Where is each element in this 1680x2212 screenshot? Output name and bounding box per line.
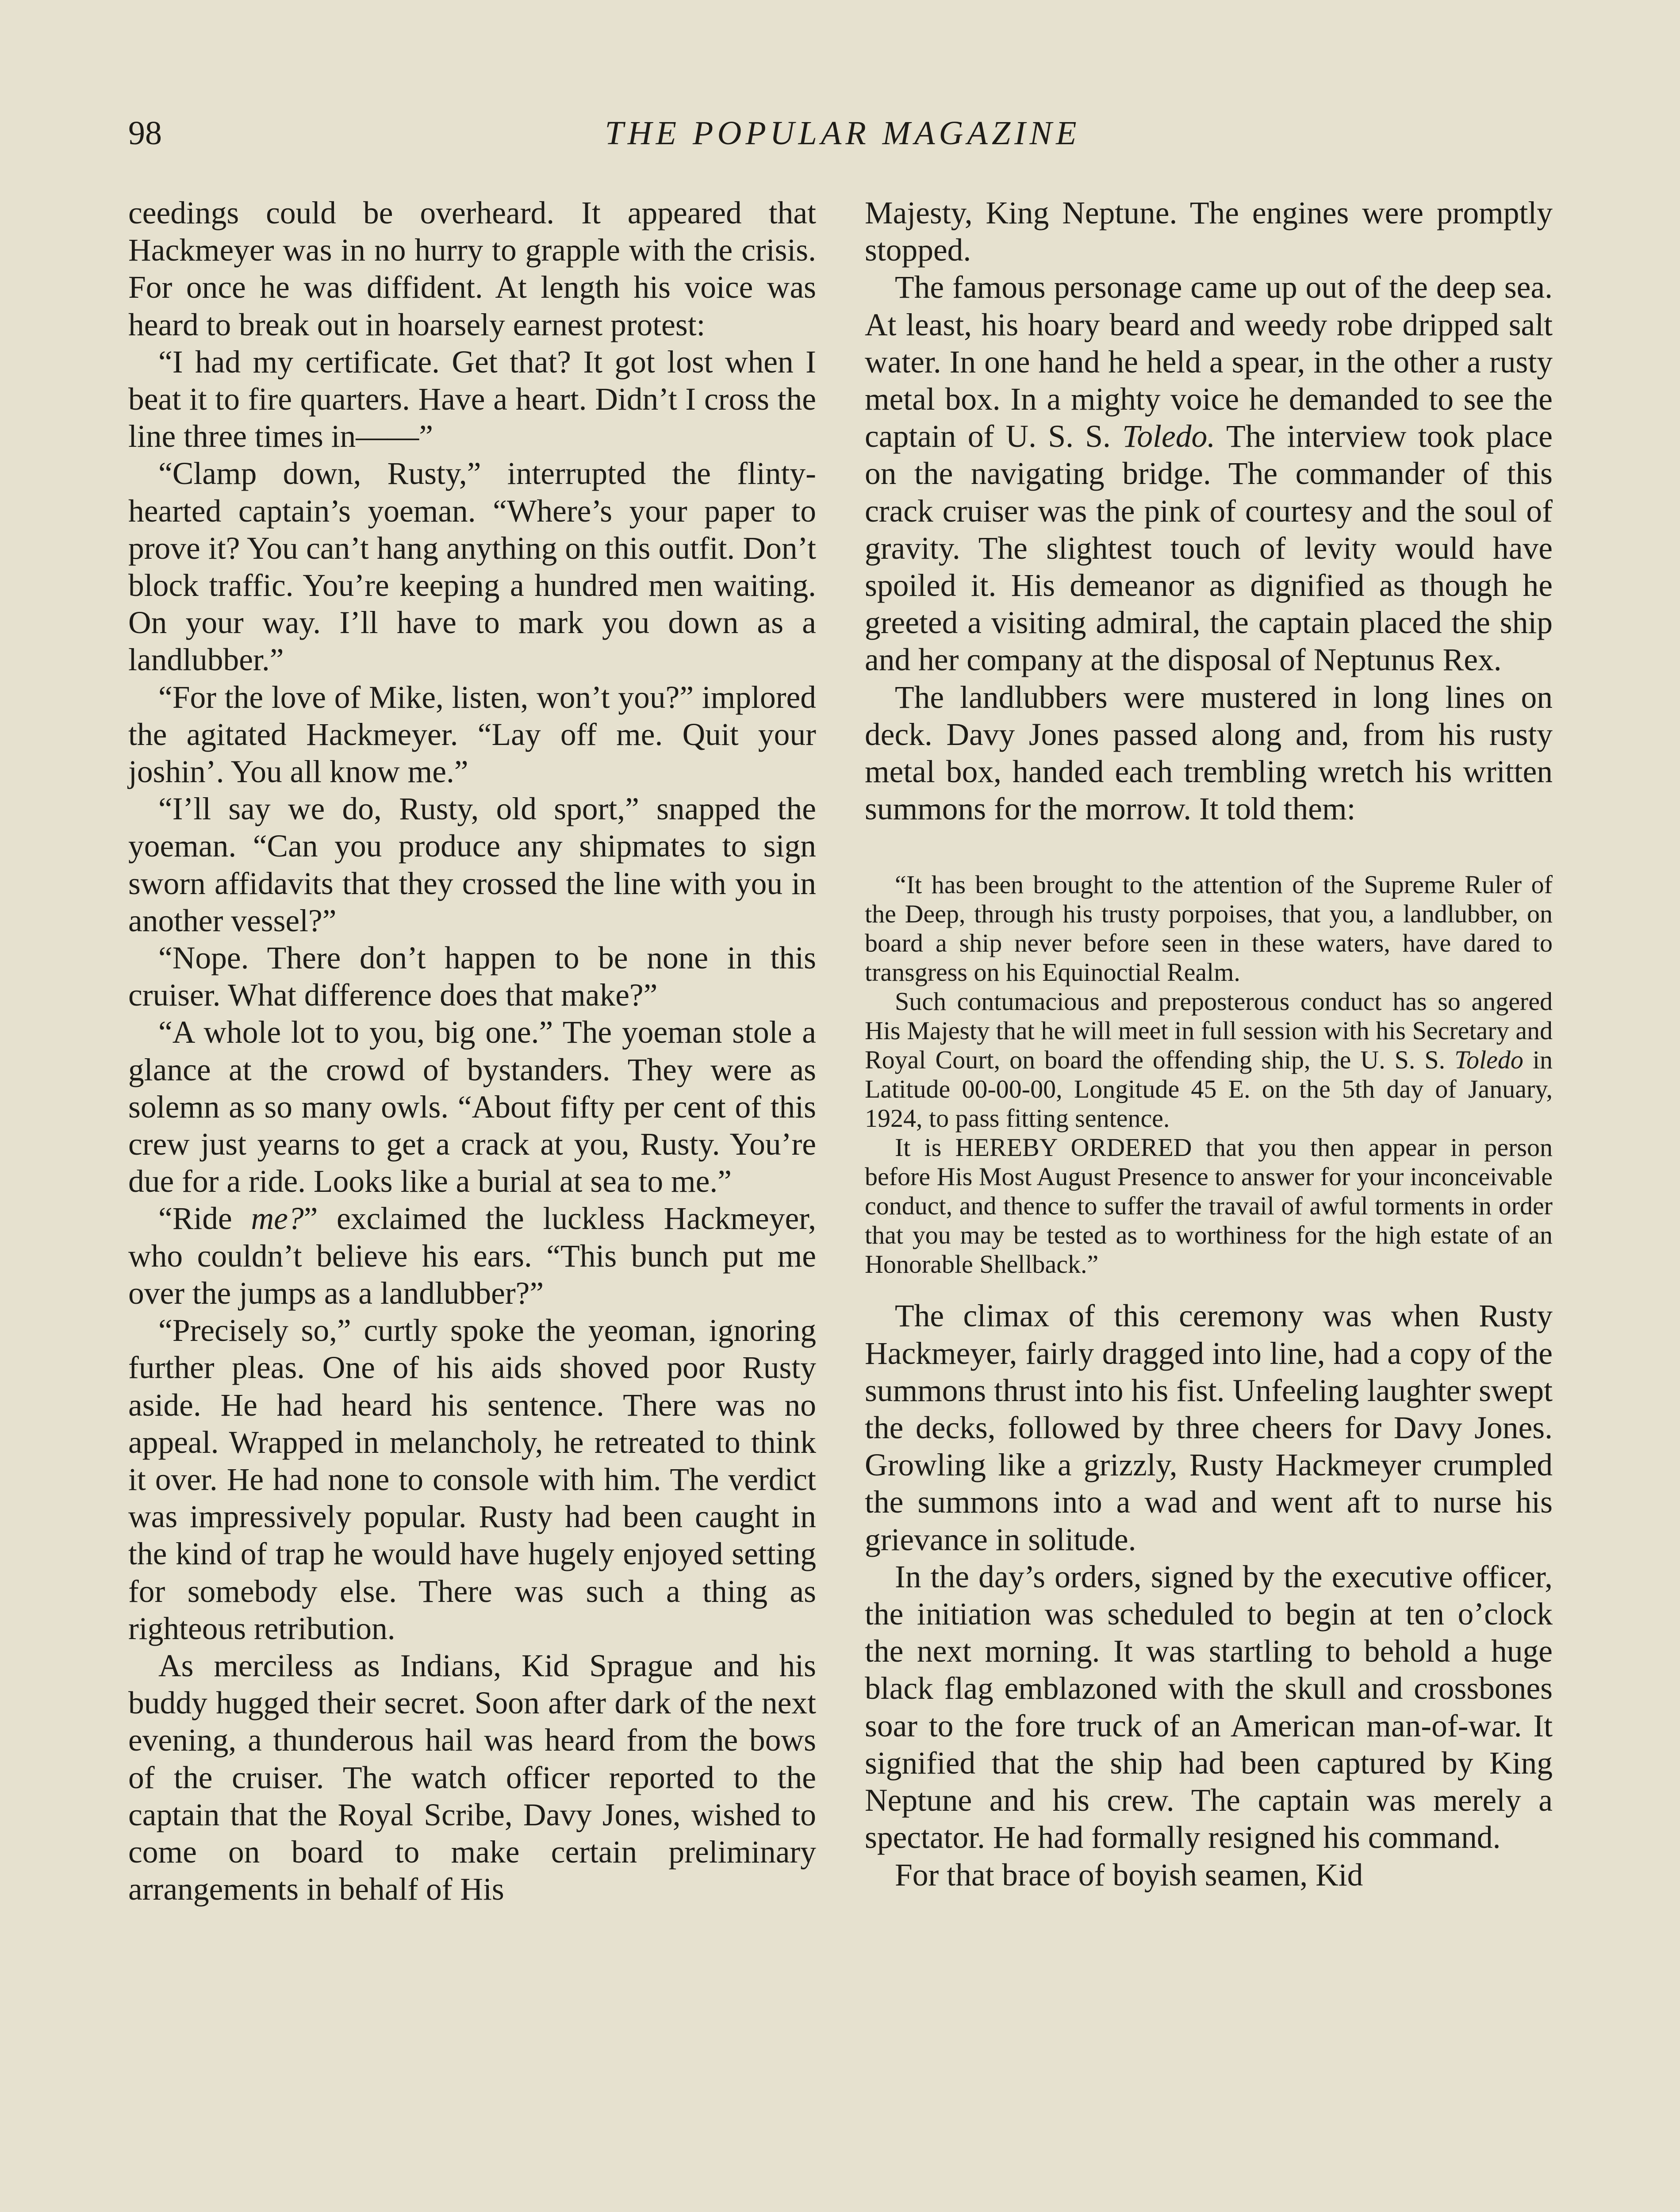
paragraph: “For the love of Mike, listen, won’t you?” implored the agitated Hackmeyer. “Lay off me. Quit your joshin’. You all know me.” [128,680,816,790]
page-header [128,114,1557,167]
paragraph: ceedings could be overheard. It appeared that Hackmeyer was in no hurry to grapple with the crisis. For once he was diffident. At length his voice was heard to break out in hoarsely earnest protest: [128,196,816,342]
paragraph: “I’ll say we do, Rusty, old sport,” snapped the yoeman. “Can you produce any shipmates to sign sworn affidavits that they crossed the line with you in another vessel?” [128,791,816,938]
paragraph: As merciless as Indians, Kid Sprague and his buddy hugged their secret. Soon after dark of the next evening, a thunderous hail was heard from the bows of the cruiser. The watch officer reported to the captain that the Royal Scribe, Davy Jones, wished to come on board to make certain preliminary arrangements in behalf of His [128,1648,816,1907]
text-run: ” exclaimed the luckless Hackmeyer, who couldn’t believe his ears. “This bunch put me over the jumps as a landlubber?” [128,1201,816,1311]
text-run: Such contumacious and preposterous conduct has so angered His Majesty that he will meet in full session with his Secretary and Royal Court, on board the offending ship, the U. S. S. [865,987,1553,1075]
summons-paragraph [865,987,1553,1133]
paragraph: The climax of this ceremony was when Rusty Hackmeyer, fairly dragged into line, had a copy of the summons thrust into his fist. Unfeeling laughter swept the decks, followed by three cheers for Davy Jones. Growling like a grizzly, Rusty Hackmeyer crumpled the summons into a wad and went aft to nurse his grievance in solitude. [865,1298,1553,1557]
paragraph: In the day’s orders, signed by the executive officer, the initiation was scheduled to begin at ten o’clock the next morning. It was startling to behold a huge black flag emblazoned with the skull and crossbones soar to the fore truck of an American man-of-war. It signified that the ship had been captured by King Neptune and his crew. The captain was merely a spectator. He had formally resigned his command. [865,1559,1553,1855]
text-run: “Ride [158,1201,251,1237]
text-run: in Latitude 00-00-00, Longitude 45 E. on the 5th day of January, 1924, to pass fitting sentence. [865,1045,1553,1133]
magazine-title: THE POPULAR MAGAZINE [605,115,1081,152]
italic-text: Toledo [1454,1045,1523,1075]
paragraph: “Precisely so,” curtly spoke the yeoman, ignoring further pleas. One of his aids shoved poor Rusty aside. He had heard his sentence. There was no appeal. Wrapped in melancholy, he retreated to think it over. He had none to console with him. The verdict was impressively popular. Rusty had been caught in the kind of trap he would have hugely enjoyed setting for somebody else. There was such a thing as righteous retribution. [128,1313,816,1646]
right-column [865,195,1553,1894]
paragraph: “I had my certificate. Get that? It got lost when I beat it to fire quarters. Have a heart. Didn’t I cross the line three times in——” [128,344,816,454]
paragraph: For that brace of boyish seamen, Kid [895,1857,1363,1893]
text-run: The interview took place on the navigating bridge. The commander of this crack cruiser was the pink of courtesy and the soul of gravity. The slightest touch of levity would have spoiled it. His demeanor as dignified as though he greeted a visiting admiral, the captain placed the ship and her company at the disposal of Neptunus Rex. [865,419,1553,678]
text-run: The famous personage came up out of the deep sea. At least, his hoary beard and weedy robe dripped salt water. In one hand he held a spear, in the other a rusty metal box. In a mighty voice he demanded to see the captain of U. S. S. [865,270,1553,454]
paragraph: Majesty, King Neptune. The engines were promptly stopped. [865,196,1553,268]
paragraph: “A whole lot to you, big one.” The yoeman stole a glance at the crowd of bystanders. They were as solemn as so many owls. “About fifty per cent of this crew just yearns to get a crack at you, Rusty. You’re due for a ride. Looks like a burial at sea to me.” [128,1015,816,1199]
paragraph: “Nope. There don’t happen to be none in this cruiser. What difference does that make?” [128,941,816,1013]
italic-text: Toledo. [1122,419,1216,454]
left-column [128,195,816,1908]
summons-paragraph: “It has been brought to the attention of the Supreme Ruler of the Deep, through his trusty porpoises, that you, a landlubber, on board a ship never before seen in these waters, have dared to transgress on his Equinoctial Realm. [865,870,1553,987]
italic-text: me? [251,1201,304,1237]
paragraph: The landlubbers were mustered in long lines on deck. Davy Jones passed along and, from his rusty metal box, handed each trembling wretch his written summons for the morrow. It told them: [865,680,1553,827]
summons-notice [865,870,1553,1279]
paragraph [128,1200,816,1312]
paragraph [865,269,1553,679]
summons-paragraph: It is HEREBY ORDERED that you then appear in person before His Most August Presence to answer for your inconceivable conduct, and thence to suffer the travail of awful torments in order that you may be tested as to worthiness for the high estate of an Honorable Shellback.” [865,1133,1553,1279]
page-number: 98 [128,115,162,152]
paragraph: “Clamp down, Rusty,” interrupted the flinty-hearted captain’s yoeman. “Where’s your paper to prove it? You can’t hang anything on this outfit. Don’t block traffic. You’re keeping a hundred men waiting. On your way. I’ll have to mark you down as a landlubber.” [128,456,816,678]
